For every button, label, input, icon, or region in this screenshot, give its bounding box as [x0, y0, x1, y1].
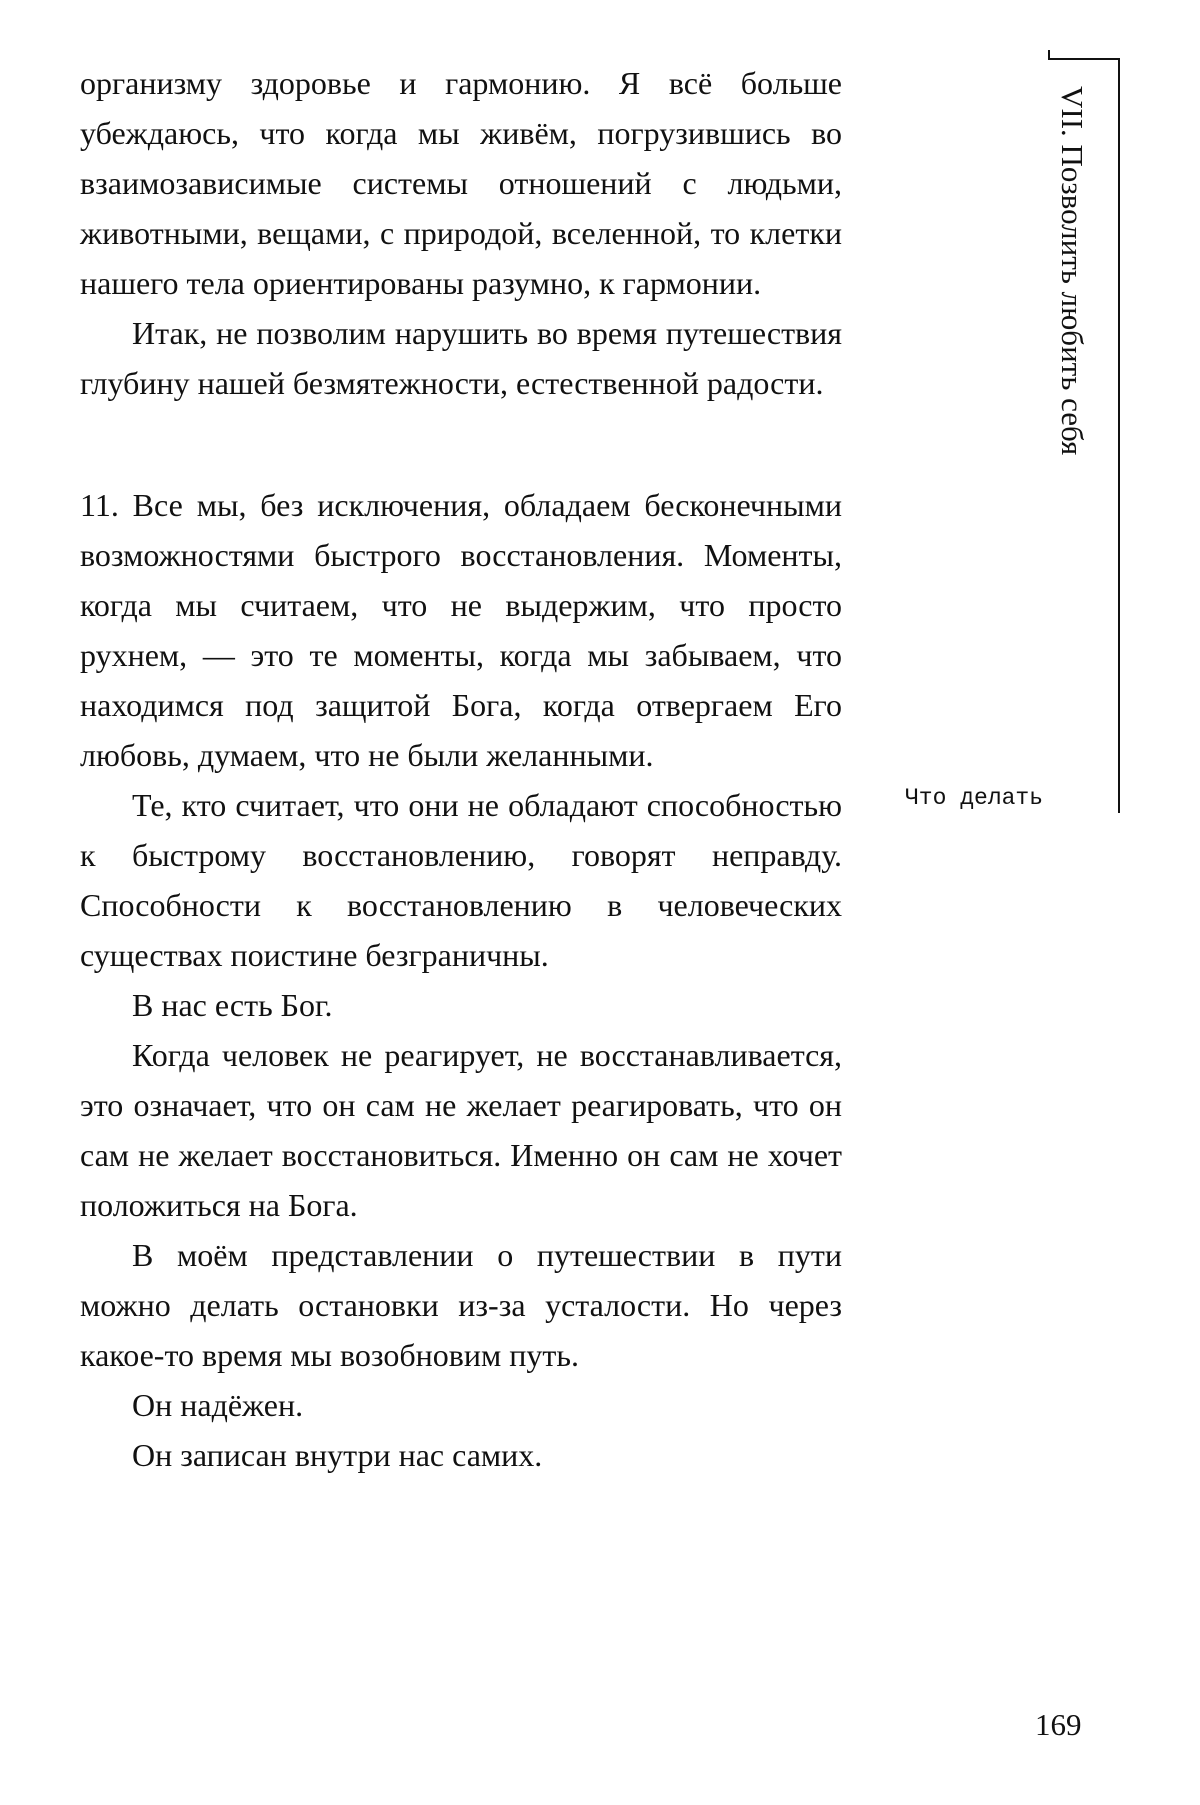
- page-number: 169: [1035, 1707, 1082, 1742]
- paragraph: Итак, не позволим нарушить во время путешествия глубину нашей безмятежности, естественной радости.: [80, 315, 842, 401]
- running-head-top-rule: [1048, 58, 1120, 60]
- paragraph-continued: организму здоровье и гармонию. Я всё больше убеждаюсь, что когда мы живём, погрузившись во взаимозависимые системы отношений с людьми, животными, вещами, с природой, вселенной, то клетки нашего тела ориентированы разумно, к гармонии.: [80, 65, 842, 301]
- running-head: VII. Позволить любить себя: [1055, 86, 1090, 456]
- body-text: [80, 58, 842, 1480]
- paragraph: В нас есть Бог.: [132, 987, 333, 1023]
- paragraph: Те, кто считает, что они не обладают способностью к быстрому восстановлению, говорят неправду. Способности к восстановлению в человеческих существах поистине безграничны.: [80, 787, 842, 973]
- section-gap: [80, 408, 842, 480]
- paragraph: Он надёжен.: [132, 1387, 304, 1423]
- paragraph-section-11: 11. Все мы, без исключения, обладаем бесконечными возможностями быстрого восстановления. Моменты, когда мы считаем, что не выдержим, что просто рухнем, — это те моменты, когда мы забываем, что находимся под защитой Бога, когда отвергаем Его любовь, думаем, что не были желанными.: [80, 487, 842, 773]
- running-head-rule: [1118, 58, 1120, 813]
- paragraph: Он записан внутри нас самих.: [132, 1437, 543, 1473]
- paragraph: В моём представлении о путешествии в пути можно делать остановки из-за усталости. Но через какое-то время мы возобновим путь.: [80, 1237, 842, 1373]
- paragraph: Когда человек не реагирует, не восстанавливается, это означает, что он сам не желает реагировать, что он сам не желает восстановиться. Именно он сам не хочет положиться на Бога.: [80, 1037, 842, 1223]
- marginal-note: Что делать: [905, 785, 1044, 811]
